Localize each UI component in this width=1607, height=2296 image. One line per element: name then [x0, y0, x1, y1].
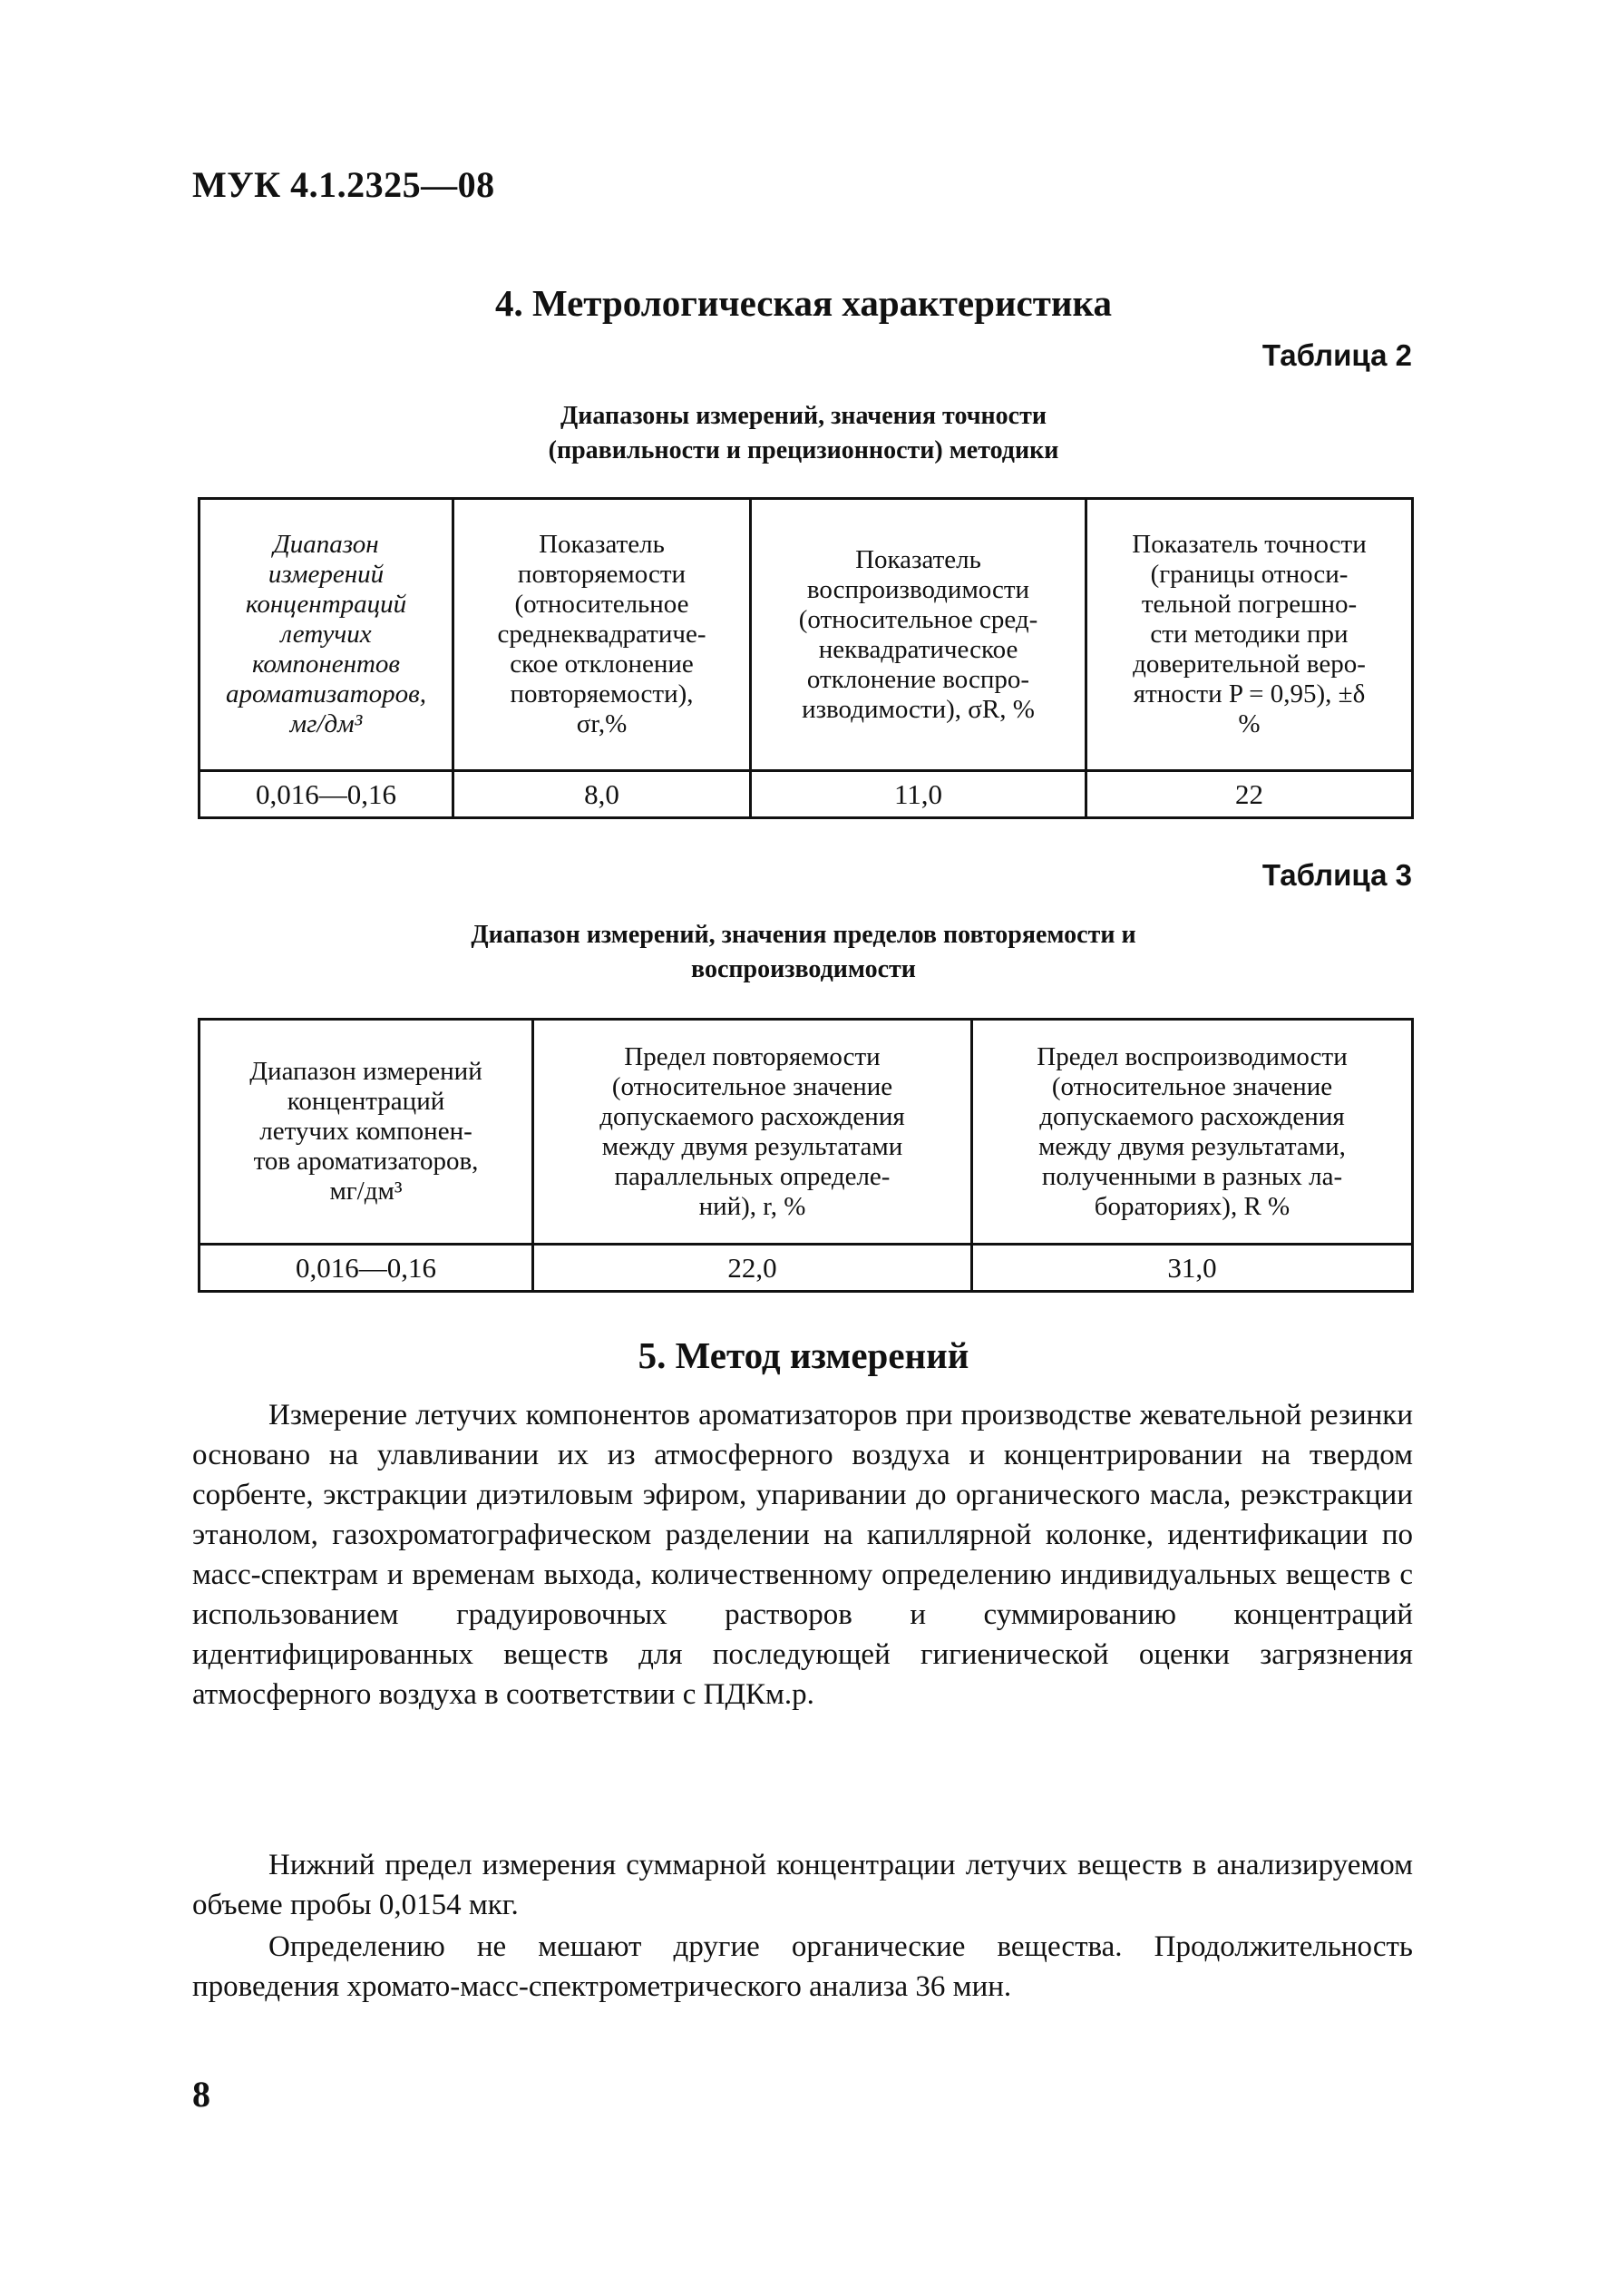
paragraph-method [192, 1395, 1413, 1715]
paragraph-text: Измерение летучих компонентов ароматизаторов при производстве жевательной резинки основано на улавливании их из атмосферного воздуха и концентрировании на твердом сорбенте, экстракции диэтиловым эфиром, упаривании до органического масла, реэкстракции этанолом, газохроматографическом разделении на капиллярной колонке, идентификации по масс-спектрам и временам выхода, количественному определению индивидуальных веществ с использованием градуировочных растворов и суммированию концентраций идентифицированных веществ для последующей гигиенической оценки загрязнения атмосферного воздуха в соответствии с ПДКм.р. [192, 1399, 1413, 1711]
table-2 [198, 497, 1414, 819]
table-3-label: Таблица 3 [1261, 858, 1412, 892]
table-3-caption-line-1: Диапазон измерений, значения пределов повторяемости и [471, 921, 1136, 949]
table-cell: 0,016—0,16 [200, 1245, 533, 1292]
table-header-cell: Диапазон измерений концентраций летучих компонентов ароматизаторов, мг/дм³ [200, 499, 453, 771]
paragraph-text: Нижний предел измерения суммарной концентрации летучих веществ в анализируемом объеме пробы 0,0154 мкг. [192, 1849, 1413, 1921]
paragraph-duration [192, 1927, 1413, 2007]
table-3-caption-line-2: воспроизводимости [691, 955, 916, 983]
page-number: 8 [192, 2074, 210, 2115]
section-4-title: 4. Метрологическая характеристика [494, 282, 1113, 324]
table-2-label: Таблица 2 [1261, 338, 1412, 372]
table-cell: 11,0 [751, 771, 1086, 818]
table-3-caption [272, 918, 1335, 987]
table-header-row [200, 1020, 1413, 1245]
table-cell: 8,0 [453, 771, 751, 818]
table-header-cell: Предел повторяемости (относительное значение допускаемого расхождения между двумя результатами параллельных определе- ний), r, % [533, 1020, 972, 1245]
table-cell: 31,0 [972, 1245, 1413, 1292]
table-header-cell: Диапазон измерений концентраций летучих компонен- тов ароматизаторов, мг/дм³ [200, 1020, 533, 1245]
table-cell: 22 [1086, 771, 1413, 818]
table-row [200, 771, 1413, 818]
document-code: МУК 4.1.2325—08 [192, 164, 495, 205]
table-cell: 0,016—0,16 [200, 771, 453, 818]
table-header-cell: Показатель повторяемости (относительное среднеквадратиче- ское отклонение повторяемости), σr,% [453, 499, 751, 771]
table-header-row [200, 499, 1413, 771]
table-3 [198, 1018, 1414, 1293]
table-cell: 22,0 [533, 1245, 972, 1292]
table-2-caption-line-2: (правильности и прецизионности) методики [548, 436, 1059, 464]
table-header-cell: Показатель воспроизводимости (относительное сред- неквадратическое отклонение воспро- изводимости), σR, % [751, 499, 1086, 771]
paragraph-lower-limit [192, 1845, 1413, 1925]
section-5-title: 5. Метод измерений [638, 1334, 969, 1376]
table-header-cell: Предел воспроизводимости (относительное значение допускаемого расхождения между двумя результатами, полученными в разных ла- бораториях), R % [972, 1020, 1413, 1245]
table-row [200, 1245, 1413, 1292]
table-header-cell: Показатель точности (границы относи- тельной погрешно- сти методики при доверительной веро- ятности P = 0,95), ±δ % [1086, 499, 1413, 771]
paragraph-text: Определению не мешают другие органические вещества. Продолжительность проведения хромато-масс-спектрометрического анализа 36 мин. [192, 1930, 1413, 2003]
table-2-caption [272, 399, 1335, 468]
table-2-caption-line-1: Диапазоны измерений, значения точности [560, 402, 1047, 430]
